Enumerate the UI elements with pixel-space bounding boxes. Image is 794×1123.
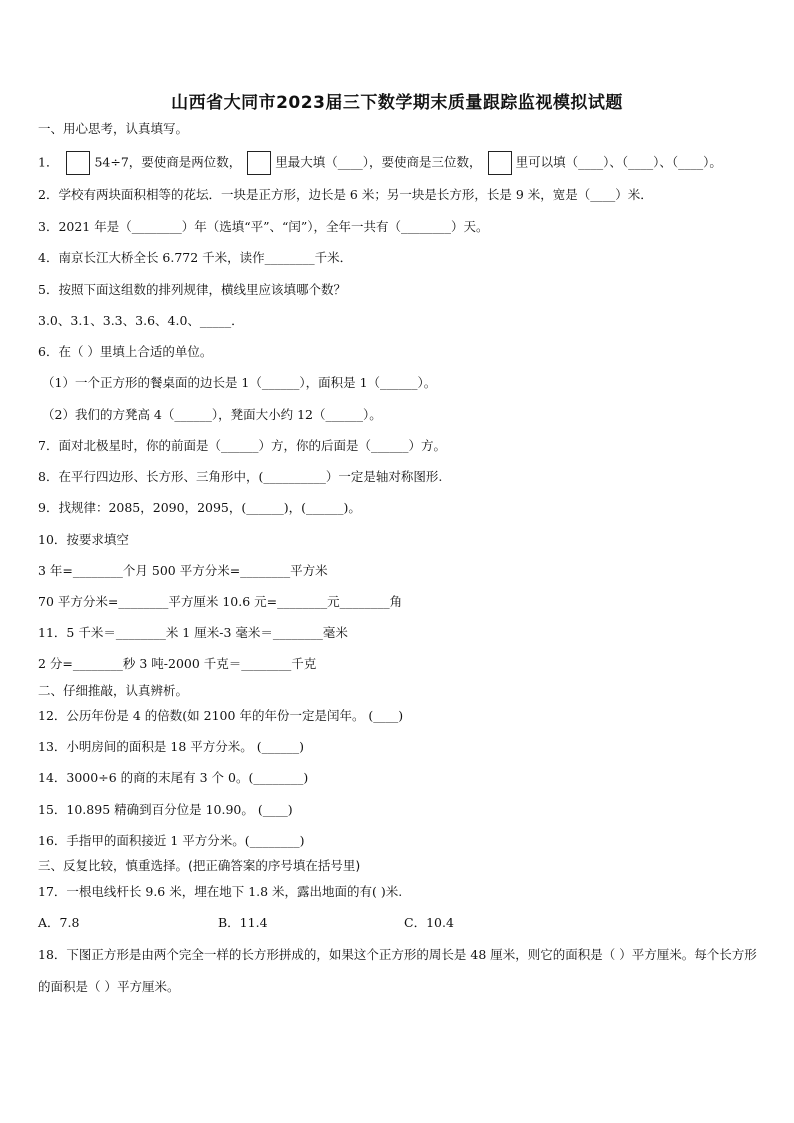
- section-2-heading: 二、仔细推敲，认真辨析。: [38, 683, 189, 698]
- question-17-options: [38, 915, 454, 931]
- option-a[interactable]: A．7.8: [38, 915, 80, 930]
- question-6: 6．在（ ）里填上合适的单位。: [38, 344, 213, 359]
- question-13: 13．小明房间的面积是 18 平方分米。 (______): [38, 739, 304, 754]
- question-2: 2．学校有两块面积相等的花坛．一块是正方形，边长是 6 米；另一块是长方形，长是 9 米，宽是（____）米．: [38, 187, 653, 202]
- question-14: 14．3000÷6 的商的末尾有 3 个 0。(________): [38, 770, 309, 785]
- question-7: 7．面对北极星时，你的前面是（______）方，你的后面是（______）方。: [38, 438, 446, 453]
- question-5: 5．按照下面这组数的排列规律，横线里应该填哪个数？: [38, 282, 346, 297]
- question-1-number: 1．: [38, 154, 59, 170]
- question-8: 8．在平行四边形、长方形、三角形中，(__________）一定是轴对称图形.: [38, 469, 443, 484]
- question-18: 18．下图正方形是由两个完全一样的长方形拼成的，如果这个正方形的周长是 48 厘米，则它的面积是（ ）平方厘米。每个长方形的面积是（ ）平方厘米。: [38, 947, 757, 994]
- question-6-sub-2: （2）我们的方凳高 4（______），凳面大小约 12（______）。: [42, 407, 382, 422]
- question-10-row-b: 70 平方分米=________平方厘米 10.6 元=________元________角: [38, 594, 403, 609]
- blank-box-2[interactable]: [247, 151, 271, 175]
- question-1-part2: 里最大填（____），要使商是三位数，: [275, 154, 482, 170]
- question-4: 4．南京长江大桥全长 6.772 千米，读作________千米．: [38, 250, 353, 265]
- question-1: [38, 151, 722, 175]
- question-1-part1: 54÷7，要使商是两位数，: [94, 154, 242, 170]
- question-11-row-a: 11．5 千米＝________米 1 厘米-3 毫米＝________毫米: [38, 625, 348, 640]
- option-c[interactable]: C．10.4: [404, 915, 454, 930]
- question-12: 12．公历年份是 4 的倍数(如 2100 年的年份一定是闰年。 (____): [38, 708, 404, 723]
- blank-box-1[interactable]: [66, 151, 90, 175]
- question-1-part3: 里可以填（____）、（____）、（____）。: [515, 154, 722, 170]
- question-17: 17．一根电线杆长 9.6 米，埋在地下 1.8 米，露出地面的有( )米.: [38, 884, 403, 899]
- option-b[interactable]: B．11.4: [218, 915, 268, 930]
- question-11-row-b: 2 分=________秒 3 吨-2000 千克＝________千克: [38, 656, 317, 671]
- blank-box-3[interactable]: [488, 151, 512, 175]
- question-3: 3．2021 年是（________）年（选填“平”、“闰”），全年一共有（________）天。: [38, 219, 489, 234]
- question-10: 10．按要求填空: [38, 532, 129, 547]
- section-3-heading: 三、反复比较，慎重选择。(把正确答案的序号填在括号里): [38, 858, 361, 873]
- question-16: 16．手指甲的面积接近 1 平方分米。(________): [38, 833, 305, 848]
- question-9: 9．找规律：2085，2090，2095，(______)，(______)。: [38, 500, 361, 515]
- section-1-heading: 一、用心思考，认真填写。: [38, 121, 189, 136]
- question-15: 15．10.895 精确到百分位是 10.90。 (____): [38, 802, 293, 817]
- question-6-sub-1: （1）一个正方形的餐桌面的边长是 1（______），面积是 1（______）。: [42, 375, 437, 390]
- question-5-sequence: 3.0、3.1、3.3、3.6、4.0、_____．: [38, 313, 244, 328]
- question-10-row-a: 3 年=________个月 500 平方分米=________平方米: [38, 563, 328, 578]
- page-title: 山西省大同市2023届三下数学期末质量跟踪监视模拟试题: [171, 93, 623, 113]
